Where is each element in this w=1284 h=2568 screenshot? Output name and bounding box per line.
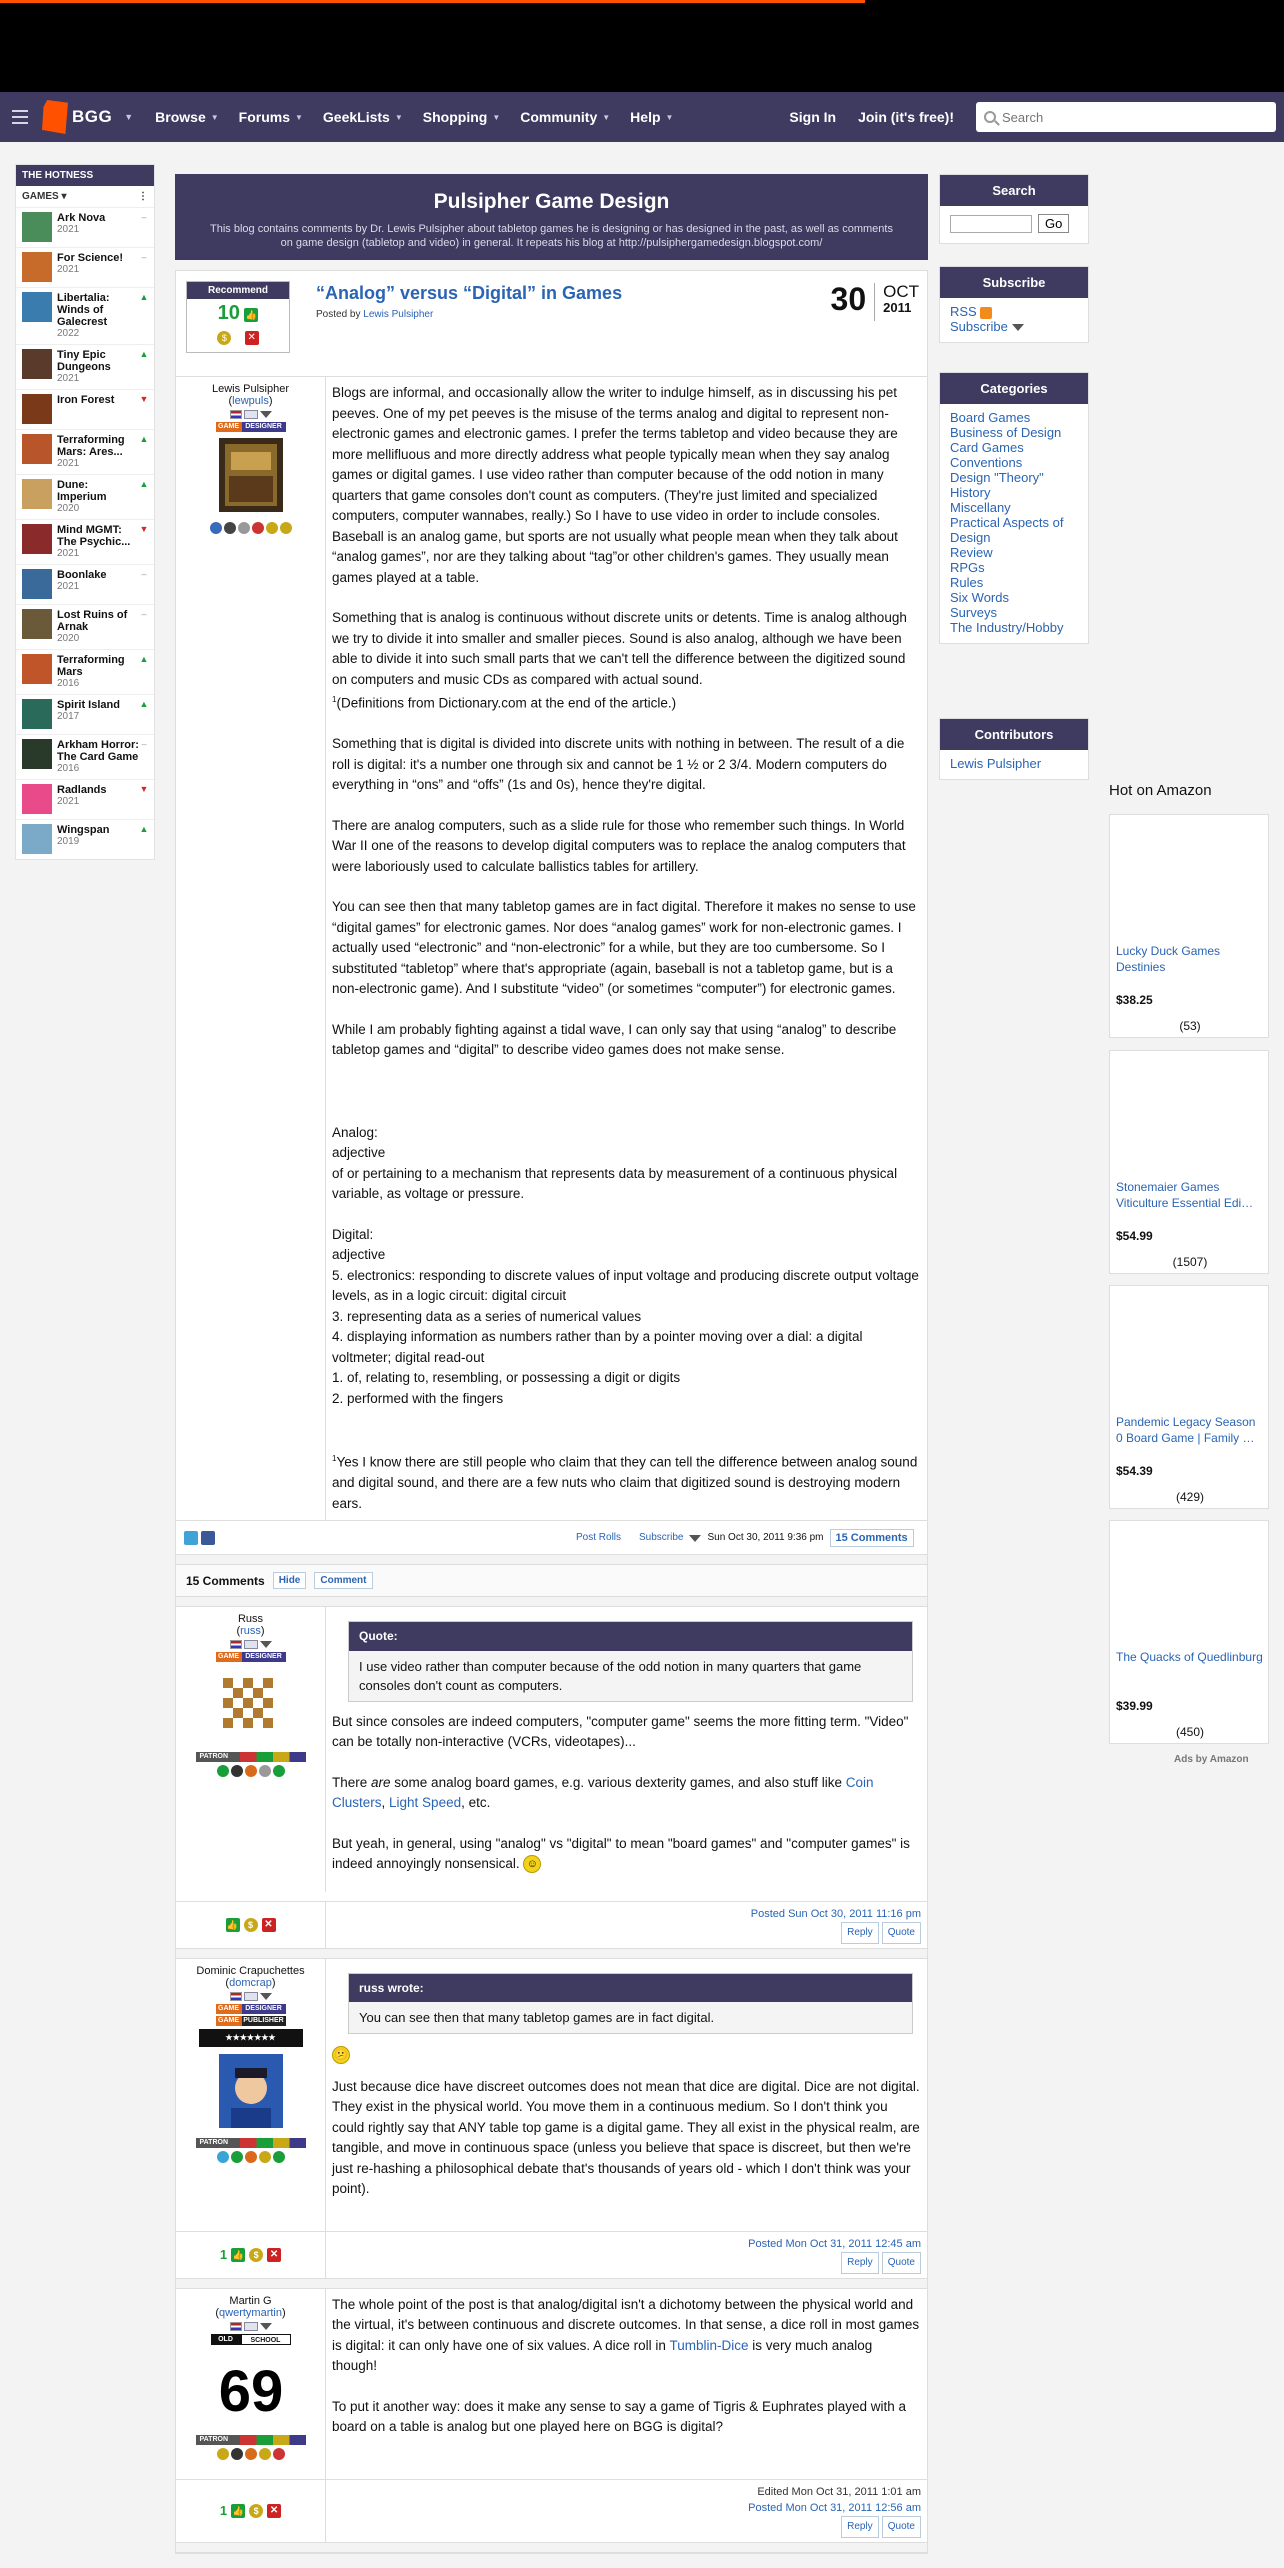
trend-up-icon: ▲ xyxy=(139,349,149,359)
hotness-item[interactable] xyxy=(16,604,154,649)
dropdown-icon[interactable] xyxy=(689,1535,701,1542)
thumbs-up-icon[interactable]: 👍 xyxy=(226,1919,239,1930)
game-year: 2021 xyxy=(57,373,80,384)
mail-icon[interactable] xyxy=(244,1640,258,1649)
recommend-label: Recommend xyxy=(187,282,289,299)
commenter-name[interactable]: Martin G xyxy=(229,2294,272,2307)
game-thumbnail[interactable] xyxy=(22,569,52,599)
quote-block xyxy=(348,1973,913,2035)
commenter-name[interactable]: Dominic Crapuchettes xyxy=(196,1964,305,1977)
chevron-down-icon: ▼ xyxy=(602,112,611,122)
game-name[interactable]: Mind MGMT: The Psychic... xyxy=(57,524,131,548)
patron-badge: PATRON xyxy=(196,1752,306,1762)
product-name[interactable]: Pandemic Legacy Season 0 Board Game | Family … xyxy=(1116,1415,1256,1445)
geekgold-icon[interactable]: $ xyxy=(217,331,231,345)
thumbs-count: 1 xyxy=(219,2503,228,2518)
rss-icon xyxy=(980,307,992,319)
comment-paragraph: Just because dice have discreet outcomes does not mean that dice are digital. Dice are not digital. They exist in the physical world. You move them in a continuous medium. So I don't think you could rightly say that ANY table top game is a digital game. They all exist in the physical realm, are tangible, and move in continuous space (unless you believe that space is discreet, but then we're just re-hashing a philosophical debate that's thousands of years old - which I don't think was your point). xyxy=(332,2078,920,2196)
recommend-count: 10 xyxy=(217,302,240,324)
post-timestamp: Sun Oct 30, 2011 9:36 pm xyxy=(707,1532,824,1543)
game-year: 2021 xyxy=(57,458,80,469)
post-footer xyxy=(176,1521,927,1555)
comment xyxy=(176,1607,927,1902)
go-button[interactable]: Go xyxy=(1038,214,1069,233)
hotness-filter[interactable]: GAMES ▾ xyxy=(22,191,67,202)
nav-browse[interactable]: Browse ▼ xyxy=(155,109,219,125)
loading-bar xyxy=(0,0,865,3)
game-thumbnail[interactable] xyxy=(22,654,52,684)
hotness-item[interactable] xyxy=(16,247,154,287)
commenter-name[interactable]: Russ xyxy=(237,1613,264,1625)
post-date xyxy=(831,283,919,321)
trend-down-icon: ▼ xyxy=(139,524,149,534)
category-link[interactable]: Design "Theory" xyxy=(950,470,1044,485)
chevron-down-icon: ▼ xyxy=(665,112,674,122)
comment-posted[interactable]: Posted Mon Oct 31, 2011 12:56 am xyxy=(748,2501,921,2514)
product-price: $38.25 xyxy=(1116,993,1153,1007)
game-thumbnail[interactable] xyxy=(22,434,52,464)
quote-button[interactable]: Quote xyxy=(882,2252,921,2274)
confused-smiley-icon: 😕 xyxy=(332,2046,350,2064)
analog-definition: Analog: adjective of or pertaining to a mechanism that represents data by measurement of a continuous physical variable, as voltage or pressure. xyxy=(332,1124,898,1201)
publisher-badge: GAME PUBLISHER xyxy=(216,2016,286,2026)
review-count: (429) xyxy=(1175,1490,1204,1504)
author-panel: Lewis Pulsipher (lewpuls) GAME DESIGNER xyxy=(176,377,326,1520)
hotness-item[interactable] xyxy=(16,519,154,564)
dropdown-icon[interactable] xyxy=(1012,324,1024,331)
categories-widget xyxy=(939,372,1089,644)
logo-text: BGG xyxy=(72,107,113,126)
smiley-icon: ☺ xyxy=(523,1855,541,1873)
designer-badge: GAME DESIGNER xyxy=(216,2004,286,2014)
product-price: $39.99 xyxy=(1116,1699,1153,1713)
trend-same-icon: – xyxy=(141,609,147,619)
avatar[interactable] xyxy=(219,2351,283,2425)
category-link[interactable]: The Industry/Hobby xyxy=(950,620,1064,635)
game-thumbnail[interactable] xyxy=(22,479,52,509)
quote-button[interactable]: Quote xyxy=(882,2516,921,2538)
chevron-down-icon: ▼ xyxy=(394,112,403,122)
comment-edited: Edited Mon Oct 31, 2011 1:01 am xyxy=(757,2485,921,2498)
add-comment-button[interactable]: Comment xyxy=(314,1572,372,1589)
categories-widget-title: Categories xyxy=(940,373,1088,404)
game-thumbnail[interactable] xyxy=(22,524,52,554)
game-thumbnail[interactable] xyxy=(22,292,52,322)
trend-up-icon: ▲ xyxy=(139,699,149,709)
chevron-down-icon: ▼ xyxy=(492,112,501,122)
trend-up-icon: ▲ xyxy=(139,824,149,834)
commenter-username[interactable]: russ xyxy=(240,1625,261,1637)
hotness-item[interactable] xyxy=(16,779,154,819)
comment-paragraph: The whole point of the post is that analog/digital isn't a dichotomy between the physical world and the virtual, it's between continuous and discrete outcomes. In that sense, a dice roll in most games is digital: it can only have one of six values. A dice roll in Tumblin-Dice is very much analog though! xyxy=(332,2296,920,2373)
us-flag-icon xyxy=(230,1992,242,2001)
bgg-logo[interactable] xyxy=(42,100,133,134)
category-link[interactable]: RPGs xyxy=(950,560,985,575)
geekgold-icon[interactable]: $ xyxy=(249,2248,263,2262)
svg-text:69: 69 xyxy=(218,2358,283,2424)
avatar[interactable] xyxy=(219,438,283,512)
dropdown-icon[interactable] xyxy=(260,1641,272,1648)
light-speed-link[interactable]: Light Speed xyxy=(389,1795,462,1810)
quote-block xyxy=(348,1621,913,1702)
game-year: 2020 xyxy=(57,633,80,644)
search-widget-title: Search xyxy=(940,175,1088,206)
commenter-username[interactable]: domcrap xyxy=(229,1976,272,1989)
patron-badge: PATRON xyxy=(196,2138,306,2148)
game-thumbnail[interactable] xyxy=(22,609,52,639)
blog-description: This blog contains comments by Dr. Lewis Pulsipher about tabletop games he is designing or has designed in the past, as well as comments on game design (tabletop and video) in general. It repeats his blog at http://pulsiphergamedesign.blogspot.com/ xyxy=(210,223,893,249)
comment-body xyxy=(326,1607,927,1901)
chevron-down-icon: ▼ xyxy=(295,112,303,122)
game-name[interactable]: Libertalia: Winds of Galecrest xyxy=(57,292,110,328)
comment-paragraph: To put it another way: does it make any sense to say a game of Tigris & Euphrates played with a board on a table is analog but one played here on BGG is digital? xyxy=(332,2398,907,2434)
hotness-item[interactable] xyxy=(16,429,154,474)
post-paragraph: Blogs are informal, and occasionally allow the writer to indulge himself, as in discussing his pet peeves. One of my pet peeves is the misuse of the terms analog and digital to represent non-electronic games and electronic games. I prefer the terms tabletop and video because they are more mellifluous and more directly address what people typically mean when they say analog games or digital games. I use video rather than computer because of the odd notion in many quarters that game consoles don't count as computers. (They're just limited and specialized computers, computer wannabes, really.) So I have to use video in order to include consoles. Baseball is an analog game, but sports are not usually what people mean when they talk about “analog games”, nor are they talking about “tag”or other children's games. They usually mean games played at a table. xyxy=(332,385,898,585)
quote-header: russ wrote: xyxy=(349,1974,912,2003)
old-school-badge: OLD SCHOOL xyxy=(211,2334,291,2345)
uk-flag-icon xyxy=(230,2322,242,2331)
amazon-product-card[interactable] xyxy=(1109,1520,1269,1744)
patron-badge: PATRON xyxy=(196,2435,306,2445)
game-name[interactable]: Wingspan xyxy=(57,824,110,836)
comment-body xyxy=(326,2289,927,2479)
review-count: (53) xyxy=(1179,1019,1201,1033)
game-name[interactable]: Radlands xyxy=(57,784,107,796)
trend-down-icon: ▼ xyxy=(139,784,149,794)
game-name[interactable]: Iron Forest xyxy=(57,394,115,406)
review-count: (450) xyxy=(1175,1725,1204,1739)
search-input[interactable] xyxy=(1002,110,1262,125)
post-body: Blogs are informal, and occasionally allow the writer to indulge himself, as in discussing his pet peeves. One of my pet peeves is the misuse of the terms analog and digital to represent non-electronic games and electronic games. I prefer the terms tabletop and video because they are more mellifluous and more directly address what people typically mean when they say analog games or digital games. I use video rather than computer because of the odd notion in many quarters that game consoles don't count as computers. (They're just limited and specialized computers, computer wannabes, really.) So I have to use video in order to include consoles. Baseball is an analog game, but sports are not usually what people mean when they talk about “analog games”, nor are they talking about “tag”or other children's games. They usually mean games played at a table. Something that is analog is continuous without discrete units or detents. Time is analog although we try to divide it into smaller and smaller pieces. Sound is also analog, although we have been able to divide it into such small parts that we can't tell the difference between the digitized sound on computers and music CDs as compared with actual sound. $^1$(Definitions from Dictionary.com at the end of the article.) Something that is digital is divided into discrete units with nothing in between. The result of a die roll is digital: it's a number one through six and cannot be 1 ½ or 2 3/4. Modern computers do everything in “ons” and “offs” (1s and 0s), hence they're digital. There are analog computers, such as a slide rule for those who remember such things. In World War II one of the reasons to develop digital computers was to replace the analog computers that were laboriously used to calculate ballistics tables for artillery. You can see then that many tabletop games are in fact digital. Therefore it makes no sense to use “digital games” for electronic games. Nor does “analog games” work for non-electronic games. I actually used “electronic” and “non-electronic” for a while, but they are too cumbersome. So I substituted “tabletop” where that's appropriate (again, baseball is not a tabletop game, but is a non-electronic game). And I substitute “video” (or sometimes “computer”) for electronic games. While I am probably fighting against a tidal wave, I can only say that using “analog” to describe tabletop games and “digital” to describe video games does not make sense. Analog: adjective of or pertaining to a mechanism that represents data by measurement of a continuous physical variable, as voltage or pressure. Digital: adjective 5. electronics: responding to discrete values of input voltage and producing discrete output voltage levels, as in a logic circuit: digital circuit 3. representing data as a series of numerical values 4. displaying information as numbers rather than by a pointer moving over a dial: a digital voltmeter; digital read-out 1. of, relating to, resembling, or possessing a digit or digits 2. performed with the fingers $^1$Yes I know there are still people who claim that they can tell the difference between analog sound and digital sound, and there are a few nuts who claim that digitized sound is destroying modern ears. xyxy=(326,377,927,1520)
game-year: 2021 xyxy=(57,264,80,275)
hotness-item[interactable] xyxy=(16,389,154,429)
trend-down-icon: ▼ xyxy=(139,394,149,404)
author-username[interactable]: lewpuls xyxy=(232,395,269,407)
game-year: 2016 xyxy=(57,678,80,689)
reply-button[interactable]: Reply xyxy=(841,2516,879,2538)
game-year: 2019 xyxy=(57,836,80,847)
amazon-product-card[interactable] xyxy=(1109,814,1269,1038)
category-link[interactable]: Miscellany xyxy=(950,500,1011,515)
nav-forums[interactable]: Forums ▼ xyxy=(238,109,303,125)
rss-link[interactable]: RSS xyxy=(950,304,1078,319)
game-name[interactable]: For Science! xyxy=(57,252,124,264)
author-link[interactable]: Lewis Pulsipher xyxy=(363,309,434,320)
flag-icon xyxy=(230,1640,242,1649)
hide-comments-button[interactable]: Hide xyxy=(273,1572,307,1589)
mail-icon[interactable] xyxy=(244,1992,258,2001)
commenter-username[interactable]: qwertymartin xyxy=(219,2306,282,2319)
post-title[interactable]: “Analog” versus “Digital” in Games xyxy=(316,283,623,303)
game-year: 2020 xyxy=(57,503,80,514)
designer-badge: GAME DESIGNER xyxy=(216,422,286,432)
trend-same-icon: – xyxy=(141,569,147,579)
category-link[interactable]: Card Games xyxy=(950,440,1024,455)
quote-text: You can see then that many tabletop games are in fact digital. xyxy=(349,2002,912,2033)
reply-button[interactable]: Reply xyxy=(841,1922,879,1944)
us-flag-icon xyxy=(230,410,242,419)
microbadges xyxy=(176,1765,325,1777)
game-thumbnail[interactable] xyxy=(22,212,52,242)
commenter-panel: Martin G (qwertymartin) OLD SCHOOL 69 PATRON xyxy=(176,2289,326,2479)
game-name[interactable]: Tiny Epic Dungeons xyxy=(57,349,111,373)
comment xyxy=(176,1959,927,2232)
microbadges xyxy=(176,2448,325,2460)
post-paragraph: Something that is analog is continuous without discrete units or detents. Time is analog although we try to divide it into smaller and smaller pieces. Sound is also analog, although we have been able to divide it into such small parts that we can't tell the difference between the digitized sound on computers and music CDs as compared with actual sound. xyxy=(332,610,907,687)
hotness-item[interactable] xyxy=(16,734,154,779)
post-year: 2011 xyxy=(883,300,912,315)
game-year: 2017 xyxy=(57,711,80,722)
comment-footer xyxy=(176,2232,927,2279)
game-year: 2016 xyxy=(57,763,80,774)
game-year: 2022 xyxy=(57,328,80,339)
author-name[interactable]: Lewis Pulsipher xyxy=(211,383,290,395)
game-year: 2021 xyxy=(57,224,80,235)
tip-icon[interactable]: ✕ xyxy=(262,1918,276,1932)
subscribe-widget-title: Subscribe xyxy=(940,267,1088,298)
coin-clusters-link[interactable]: Coin Clusters xyxy=(332,1774,874,1810)
comments-count-button[interactable]: 15 Comments xyxy=(830,1529,914,1547)
category-link[interactable]: Business of Design xyxy=(950,425,1062,440)
bgg-logo-icon xyxy=(42,100,68,134)
hotness-item[interactable] xyxy=(16,564,154,604)
join-link[interactable]: Join (it's free)! xyxy=(858,109,954,125)
search-icon xyxy=(984,111,996,123)
search-widget xyxy=(939,174,1089,244)
game-name[interactable]: Boonlake xyxy=(57,569,107,581)
hotness-item[interactable] xyxy=(16,344,154,389)
commenter-panel: Dominic Crapuchettes (domcrap) GAME DESIGNER GAME PUBLISHER ★★★★★★★ PATRON xyxy=(176,1959,326,2231)
game-thumbnail[interactable] xyxy=(22,349,52,379)
chevron-down-icon[interactable]: ▼ xyxy=(124,112,134,122)
hotness-sidebar xyxy=(15,164,155,860)
designer-badge: GAME DESIGNER xyxy=(216,1652,286,1662)
amazon-product-card[interactable] xyxy=(1109,1285,1269,1509)
game-name[interactable]: Dune: Imperium xyxy=(57,479,107,503)
hotness-item[interactable] xyxy=(16,207,154,247)
product-name[interactable]: Stonemaier Games Viticulture Essential Edi… xyxy=(1116,1180,1254,1210)
search-box[interactable] xyxy=(976,102,1276,132)
hotness-item[interactable] xyxy=(16,649,154,694)
review-count: (1507) xyxy=(1172,1255,1208,1269)
post-paragraph: There are analog computers, such as a slide rule for those who remember such things. In World War II one of the reasons to develop digital computers was to replace the analog computers that were laboriously used to calculate ballistics tables for artillery. xyxy=(332,817,906,874)
digital-definition: Digital: adjective 5. electronics: responding to discrete values of input voltage and producing discrete output voltage levels, as in a logic circuit: digital circuit 3. representing data as a series of numerical values 4. displaying information as numbers rather than by a pointer moving over a dial: a digital voltmeter; digital read-out 1. of, relating to, resembling, or possessing a digit or digits 2. performed with the fingers xyxy=(332,1226,919,1406)
game-year: 2021 xyxy=(57,581,80,592)
tip-icon[interactable]: ✕ xyxy=(245,331,259,345)
mail-icon[interactable] xyxy=(244,2322,258,2331)
contributors-widget-title: Contributors xyxy=(940,719,1088,750)
category-link[interactable]: Review xyxy=(950,545,993,560)
custom-badge: ★★★★★★★ xyxy=(199,2029,303,2047)
comments-header xyxy=(176,1565,927,1597)
product-price: $54.39 xyxy=(1116,1464,1153,1478)
blog-title[interactable]: Pulsipher Game Design xyxy=(433,190,670,213)
post-paragraph: While I am probably fighting against a tidal wave, I can only say that using “analog” to describe tabletop games and “digital” to describe video games does not make sense. xyxy=(332,1021,897,1057)
comment-paragraph: But yeah, in general, using "analog" vs "digital" to mean "board games" and "computer games" is indeed annoyingly nonsensical. ☺ xyxy=(332,1834,921,1875)
dropdown-icon[interactable] xyxy=(260,411,272,418)
sign-in-link[interactable]: Sign In xyxy=(789,109,837,125)
chevron-down-icon: ▼ xyxy=(210,112,219,122)
comment-posted[interactable]: Posted Mon Oct 31, 2011 12:45 am xyxy=(748,2237,921,2250)
category-link[interactable]: Surveys xyxy=(950,605,997,620)
hotness-item[interactable] xyxy=(16,287,154,344)
nav-community[interactable]: Community ▼ xyxy=(520,109,611,125)
tumblin-dice-link[interactable]: Tumblin-Dice xyxy=(669,2337,749,2353)
comment-paragraph: But since consoles are indeed computers, "computer game" seems the more fitting term. "Video" can be totally non-interactive (VCRs, videotapes)... xyxy=(332,1713,909,1749)
thumbs-count: 1 xyxy=(219,2247,228,2262)
recommend-box xyxy=(186,281,290,353)
trend-same-icon: – xyxy=(141,212,147,222)
sidebar-subscribe-link[interactable]: Subscribe xyxy=(950,319,1078,334)
game-name[interactable]: Spirit Island xyxy=(57,699,120,711)
comment-footer xyxy=(176,2480,927,2543)
thumbs-up-icon[interactable]: 👍 xyxy=(245,309,257,320)
facebook-icon[interactable] xyxy=(201,1531,215,1545)
main-nav xyxy=(0,92,1284,142)
trend-same-icon: – xyxy=(141,252,147,262)
avatar[interactable] xyxy=(219,1668,283,1742)
post-rolls-link[interactable]: Post Rolls xyxy=(576,1532,622,1543)
commenter-panel: Russ (russ) GAME DESIGNER PATRON xyxy=(176,1607,326,1892)
game-name[interactable]: Arkham Horror: The Card Game xyxy=(57,739,139,763)
post-day: 30 xyxy=(830,281,867,317)
footnote: Yes I know there are still people who claim that they can tell the difference between analog sound and digital sound, and there are a few nuts who claim that digitized sound is destroying modern ears. xyxy=(332,1454,918,1511)
post-month: OCT xyxy=(883,282,919,301)
category-link[interactable]: Conventions xyxy=(950,455,1023,470)
blog-search-input[interactable] xyxy=(950,215,1032,233)
category-link[interactable]: Board Games xyxy=(950,410,1031,425)
game-name[interactable]: Terraforming Mars xyxy=(57,654,125,678)
microbadges xyxy=(176,522,325,534)
comment-paragraph: There are some analog board games, e.g. various dexterity games, and also stuff like Coin Clusters, Light Speed, etc. xyxy=(332,1774,874,1810)
trend-up-icon: ▲ xyxy=(139,654,149,664)
footnote-ref: (Definitions from Dictionary.com at the end of the article.) xyxy=(336,695,677,711)
trend-up-icon: ▲ xyxy=(139,292,149,302)
mail-icon[interactable] xyxy=(244,410,258,419)
game-thumbnail[interactable] xyxy=(22,394,52,424)
game-name[interactable]: Lost Ruins of Arnak xyxy=(57,609,128,633)
game-thumbnail[interactable] xyxy=(22,784,52,814)
nav-geeklists[interactable]: GeekLists ▼ xyxy=(322,109,403,125)
post-paragraph: Something that is digital is divided into discrete units with nothing in between. The result of a die roll is digital: it's a number one through six and cannot be 1 ½ or 2 3/4. Modern computers do everything in “ons” and “offs” (1s and 0s), hence they're digital. xyxy=(332,736,905,792)
ads-by-amazon: Ads by Amazon xyxy=(1174,1754,1249,1765)
post-content-row xyxy=(176,377,927,1521)
product-name[interactable]: The Quacks of Quedlinburg xyxy=(1116,1650,1263,1664)
blog-post xyxy=(175,270,928,2554)
trend-up-icon: ▲ xyxy=(139,434,149,444)
post-paragraph: You can see then that many tabletop games are in fact digital. Therefore it makes no sense to use “digital games” for electronic games. Nor does “analog games” work for non-electronic games. I actually used “electronic” and “non-electronic” for a while, but they are too cumbersome. So I substituted “tabletop” where that's appropriate (again, baseball is not a tabletop game, but is a non-electronic game). And I substitute “video” (or sometimes “computer”) for electronic games. xyxy=(332,899,916,996)
game-year: 2021 xyxy=(57,548,80,559)
tip-icon[interactable]: ✕ xyxy=(267,2504,281,2518)
game-name[interactable]: Ark Nova xyxy=(57,212,106,224)
comments-count: 15 Comments xyxy=(186,1573,265,1588)
subscribe-widget xyxy=(939,266,1089,343)
comment-posted[interactable]: Posted Sun Oct 30, 2011 11:16 pm xyxy=(750,1907,921,1920)
contributors-widget xyxy=(939,718,1089,780)
geekgold-icon[interactable]: $ xyxy=(249,2504,263,2518)
top-banner xyxy=(0,0,1284,92)
product-price: $54.99 xyxy=(1116,1229,1153,1243)
blog-header xyxy=(175,174,928,260)
tip-icon[interactable]: ✕ xyxy=(267,2248,281,2262)
nav-shopping[interactable]: Shopping ▼ xyxy=(422,109,501,125)
category-link[interactable]: Rules xyxy=(950,575,984,590)
quote-text: I use video rather than computer because of the odd notion in many quarters that game consoles don't count as computers. xyxy=(349,1651,912,1701)
hotness-title: THE HOTNESS xyxy=(16,165,154,186)
quote-header: Quote: xyxy=(349,1622,912,1651)
category-link[interactable]: History xyxy=(950,485,991,500)
reply-button[interactable]: Reply xyxy=(841,2252,879,2274)
geekgold-icon[interactable]: $ xyxy=(244,1918,258,1932)
trend-same-icon: – xyxy=(141,739,147,749)
microbadges xyxy=(176,2151,325,2163)
dropdown-icon[interactable] xyxy=(260,2323,272,2330)
comment xyxy=(176,2289,927,2480)
quote-button[interactable]: Quote xyxy=(882,1922,921,1944)
game-thumbnail[interactable] xyxy=(22,739,52,769)
twitter-icon[interactable] xyxy=(184,1531,198,1545)
category-link[interactable]: Six Words xyxy=(950,590,1009,605)
trend-up-icon: ▲ xyxy=(139,479,149,489)
hotness-item[interactable] xyxy=(16,694,154,734)
comment-footer xyxy=(176,1902,927,1949)
amazon-title: Hot on Amazon xyxy=(1109,782,1212,799)
hamburger-menu-icon[interactable] xyxy=(0,92,40,142)
nav-help[interactable]: Help ▼ xyxy=(630,109,674,125)
avatar[interactable] xyxy=(219,2054,283,2128)
game-thumbnail[interactable] xyxy=(22,699,52,729)
thumbs-up-icon[interactable]: 👍 xyxy=(232,2249,244,2260)
post-byline: Posted by Lewis Pulsipher xyxy=(316,309,434,320)
product-name[interactable]: Lucky Duck Games Destinies xyxy=(1116,944,1221,974)
thumbs-up-icon[interactable]: 👍 xyxy=(232,2505,244,2516)
comment-body xyxy=(326,1959,927,2231)
game-thumbnail[interactable] xyxy=(22,252,52,282)
amazon-product-card[interactable] xyxy=(1109,1050,1269,1274)
hotness-item[interactable] xyxy=(16,819,154,859)
game-name[interactable]: Terraforming Mars: Ares... xyxy=(57,434,125,458)
game-thumbnail[interactable] xyxy=(22,824,52,854)
hotness-item[interactable] xyxy=(16,474,154,519)
category-link[interactable]: Practical Aspects of Design xyxy=(950,515,1064,545)
subscribe-link[interactable]: Subscribe xyxy=(639,1532,684,1543)
more-options-icon[interactable]: ⋮ xyxy=(138,191,148,202)
game-year: 2021 xyxy=(57,796,80,807)
contributor-link[interactable]: Lewis Pulsipher xyxy=(950,756,1042,771)
dropdown-icon[interactable] xyxy=(260,1993,272,2000)
